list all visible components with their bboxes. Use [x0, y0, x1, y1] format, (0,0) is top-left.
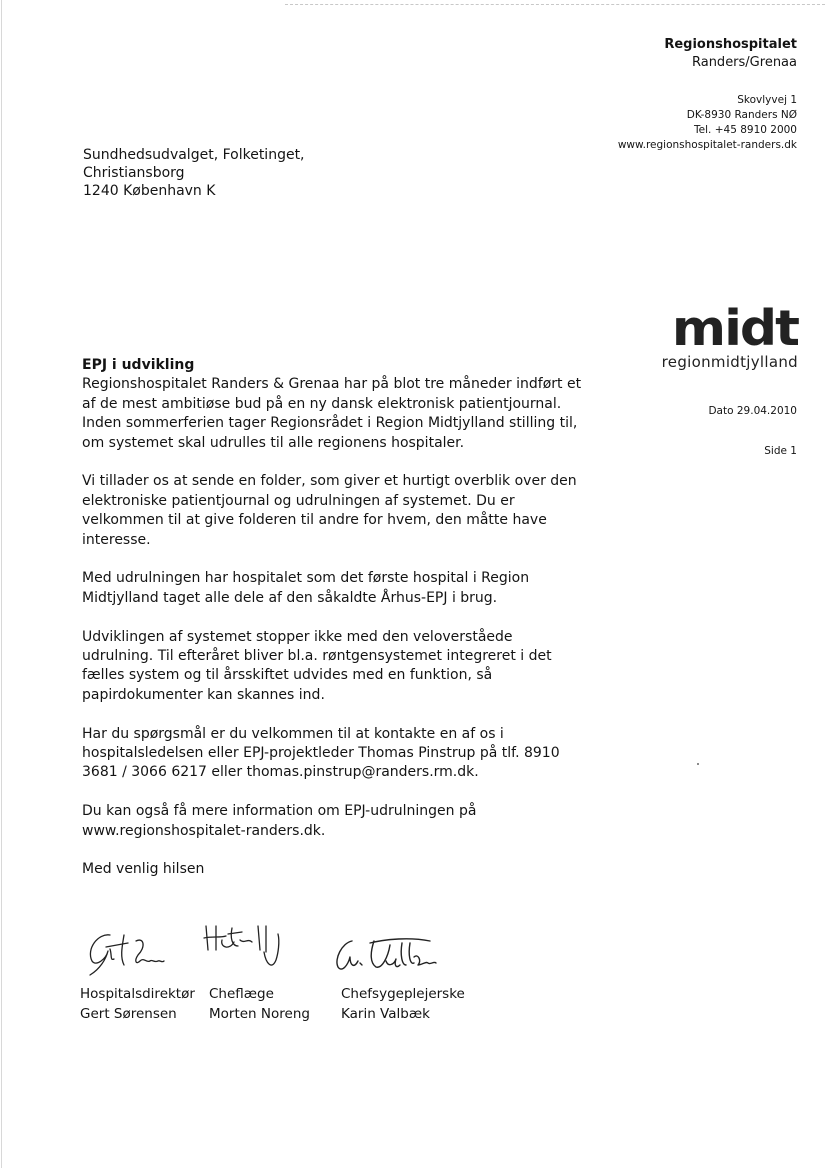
signature-gert: [80, 925, 170, 980]
paragraph-3: Med udrulningen har hospitalet som det første hospital i Region Midtjylland taget alle dele af den såkaldte Århus-EPJ i brug.: [82, 570, 530, 606]
paragraph-6: Du kan også få mere information om EPJ-udrulningen på www.regionshospitalet-randers.dk.: [82, 803, 477, 839]
page-number: Side 1: [764, 445, 797, 457]
logo-wordmark: midt: [671, 300, 798, 358]
paragraph-4: Udviklingen af systemet stopper ikke med den veloverståede udrulning. Til efteråret bliver bl.a. røntgensystemet integreret i det fælles system og til årsskiftet udvides med en funktion, så papirdokumenter kan skannes ind.: [82, 628, 552, 703]
signatory-2: [209, 985, 310, 1024]
paragraph-5: Har du spørgsmål er du velkommen til at kontakte en af os i hospitalsledelsen eller EPJ-projektleder Thomas Pinstrup på tlf. 8910 3681 / 3066 6217 eller thomas.pinstrup@randers.rm.dk.: [82, 725, 560, 781]
signatory-3-name: Karin Valbæk: [341, 1005, 430, 1022]
signatory-3-title: Chefsygeplejerske: [341, 986, 465, 1002]
organization-name: Regionshospitalet: [664, 37, 797, 52]
signatory-2-title: Cheflæge: [209, 986, 274, 1002]
region-logo: [661, 300, 798, 371]
recipient-line-2: Christiansborg: [83, 165, 185, 181]
signature-morten: [200, 920, 285, 980]
paragraph-1: Regionshospitalet Randers & Grenaa har på blot tre måneder indført et af de mest ambitiøse bud på en ny dansk elektronisk patientjournal. Inden sommerferien tager Regionsrådet i Region Midtjylland stilling til, om systemet skal udrulles til alle regionens hospitaler.: [82, 376, 582, 451]
address-street: Skovlyvej 1: [737, 94, 797, 106]
recipient-line-1: Sundhedsudvalget, Folketinget,: [83, 147, 305, 163]
recipient-address: [83, 146, 305, 200]
recipient-line-3: 1240 København K: [83, 183, 216, 199]
organization-location: Randers/Grenaa: [691, 55, 797, 70]
signatory-3: [341, 985, 465, 1024]
letter-body: [82, 356, 582, 899]
letter-date: Dato 29.04.2010: [708, 405, 797, 417]
logo-subtitle: regionmidtjylland: [661, 353, 798, 371]
paragraph-2: Vi tillader os at sende en folder, som giver et hurtigt overblik over den elektroniske patientjournal og udrulningen af systemet. Du er velkommen til at give folderen til andre for hvem, den måtte have interesse.: [82, 473, 577, 548]
signatory-1-title: Hospitalsdirektør: [80, 986, 195, 1002]
signature-karin: [330, 935, 440, 980]
address-postal: DK-8930 Randers NØ: [686, 109, 797, 121]
signatory-1-name: Gert Sørensen: [80, 1005, 177, 1022]
scan-edge-line: [285, 4, 825, 5]
scan-left-edge: [1, 0, 2, 1168]
signatory-1: [80, 985, 195, 1024]
closing-phrase: Med venlig hilsen: [82, 861, 205, 878]
letter-heading: EPJ i udvikling: [82, 357, 195, 373]
scan-speck: [697, 763, 699, 765]
address-phone: Tel. +45 8910 2000: [694, 124, 797, 136]
address-web: www.regionshospitalet-randers.dk: [617, 139, 797, 151]
organization-address: [618, 93, 797, 153]
signatory-2-name: Morten Noreng: [209, 1005, 310, 1022]
